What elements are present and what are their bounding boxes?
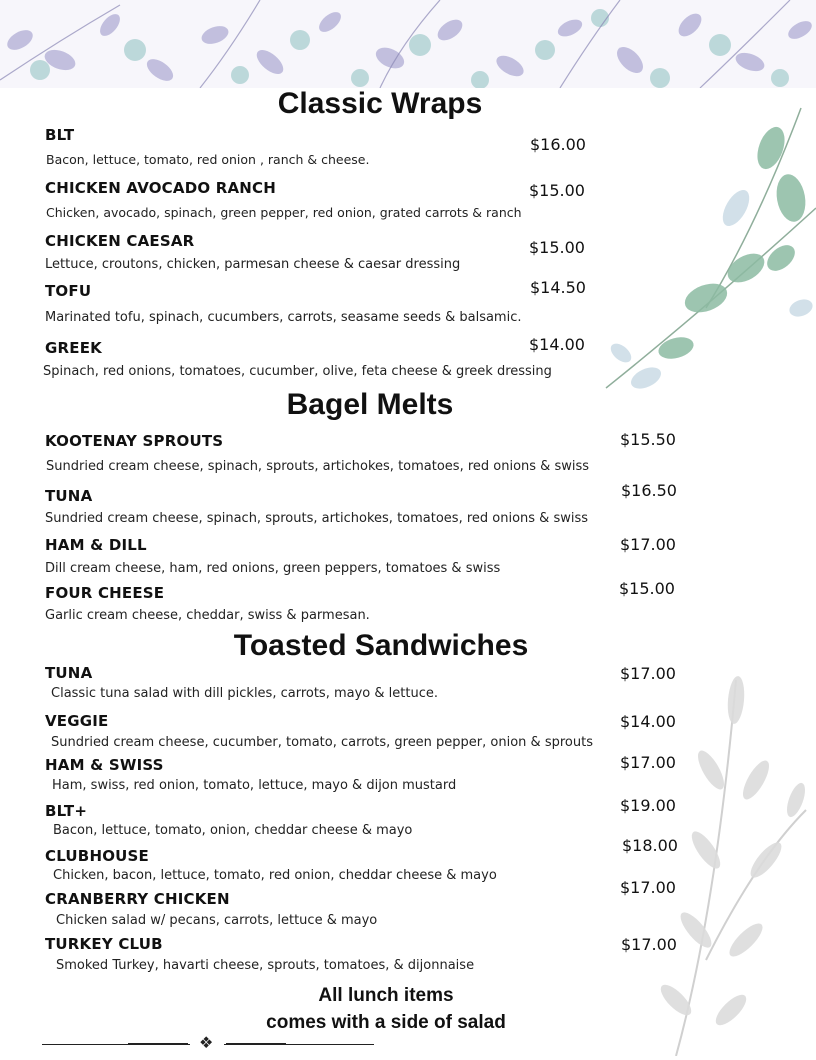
item-name: CHICKEN CAESAR xyxy=(45,232,195,250)
item-description: Sundried cream cheese, cucumber, tomato, carrots, green pepper, onion & sprouts xyxy=(51,735,593,750)
leaf-banner xyxy=(0,0,816,88)
item-description: Ham, swiss, red onion, tomato, lettuce, mayo & dijon mustard xyxy=(52,778,457,793)
item-name: CHICKEN AVOCADO RANCH xyxy=(45,179,277,197)
item-name: BLT xyxy=(45,126,75,144)
item-name: KOOTENAY SPROUTS xyxy=(45,432,224,450)
item-description: Lettuce, croutons, chicken, parmesan cheese & caesar dressing xyxy=(45,257,461,272)
divider-accent-right xyxy=(226,1043,286,1045)
section-title-classic-wraps: Classic Wraps xyxy=(277,87,483,120)
item-price: $15.00 xyxy=(529,238,585,257)
item-price: $15.00 xyxy=(619,579,675,598)
section-title-toasted-sandwiches: Toasted Sandwiches xyxy=(233,629,529,662)
item-description: Spinach, red onions, tomatoes, cucumber, olive, feta cheese & greek dressing xyxy=(43,364,552,379)
item-description: Sundried cream cheese, spinach, sprouts, artichokes, tomatoes, red onions & swiss xyxy=(45,511,589,526)
item-price: $16.00 xyxy=(530,135,586,154)
section-title-bagel-melts: Bagel Melts xyxy=(286,388,454,421)
item-name: FOUR CHEESE xyxy=(45,584,165,602)
leaf-cluster-decoration xyxy=(586,88,816,418)
item-price: $17.00 xyxy=(620,535,676,554)
item-price: $17.00 xyxy=(620,878,676,897)
item-price: $14.00 xyxy=(529,335,585,354)
item-name: TUNA xyxy=(45,664,93,682)
item-price: $14.50 xyxy=(530,278,586,297)
item-description: Sundried cream cheese, spinach, sprouts, artichokes, tomatoes, red onions & swiss xyxy=(46,459,590,474)
item-description: Classic tuna salad with dill pickles, carrots, mayo & lettuce. xyxy=(51,686,438,701)
item-price: $19.00 xyxy=(620,796,676,815)
footer-note-line2: comes with a side of salad xyxy=(266,1012,506,1033)
item-price: $17.00 xyxy=(620,753,676,772)
item-description: Garlic cream cheese, cheddar, swiss & parmesan. xyxy=(45,608,370,623)
item-price: $15.00 xyxy=(529,181,585,200)
item-price: $14.00 xyxy=(620,712,676,731)
item-name: GREEK xyxy=(45,339,102,357)
item-name: TURKEY CLUB xyxy=(45,935,163,953)
item-description: Bacon, lettuce, tomato, red onion , ranch & cheese. xyxy=(46,152,370,167)
item-price: $15.50 xyxy=(620,430,676,449)
ornament-icon: ❖ xyxy=(199,1033,214,1052)
divider-accent-left xyxy=(128,1043,188,1045)
item-description: Smoked Turkey, havarti cheese, sprouts, tomatoes, & dijonnaise xyxy=(56,958,475,973)
item-name: TOFU xyxy=(45,282,92,300)
item-price: $17.00 xyxy=(620,664,676,683)
item-description: Chicken, bacon, lettuce, tomato, red onion, cheddar cheese & mayo xyxy=(53,868,497,883)
item-description: Bacon, lettuce, tomato, onion, cheddar cheese & mayo xyxy=(53,823,413,838)
item-name: CRANBERRY CHICKEN xyxy=(45,890,230,908)
item-description: Chicken salad w/ pecans, carrots, lettuce & mayo xyxy=(56,913,378,928)
item-price: $17.00 xyxy=(621,935,677,954)
item-description: Dill cream cheese, ham, red onions, green peppers, tomatoes & swiss xyxy=(45,561,501,576)
item-name: HAM & DILL xyxy=(45,536,147,554)
item-name: CLUBHOUSE xyxy=(45,847,149,865)
item-description: Chicken, avocado, spinach, green pepper, red onion, grated carrots & ranch xyxy=(46,205,522,220)
item-name: HAM & SWISS xyxy=(45,756,164,774)
item-price: $18.00 xyxy=(622,836,678,855)
item-name: BLT+ xyxy=(45,802,88,820)
item-description: Marinated tofu, spinach, cucumbers, carrots, seasame seeds & balsamic. xyxy=(45,310,522,325)
item-name: VEGGIE xyxy=(45,712,109,730)
item-price: $16.50 xyxy=(621,481,677,500)
item-name: TUNA xyxy=(45,487,93,505)
footer-note-line1: All lunch items xyxy=(318,985,454,1006)
